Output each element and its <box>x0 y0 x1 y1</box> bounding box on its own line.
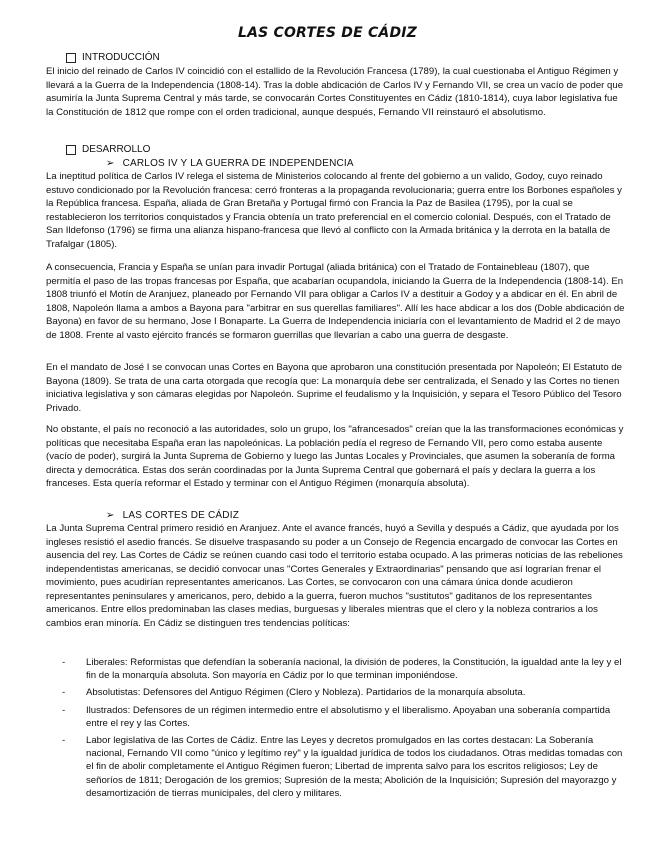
list-item: - Labor legislativa de las Cortes de Cádiz. Entre las Leyes y decretos promulgados en las cortes destacan: La Soberanía nacional, Fernando VII como "único y legítimo rey" y la igualdad jurídica de todos los ciudadanos. Otras medidas tomadas con el fin de abolir completamente el Antiguo Régimen fueron; Libertad de imprenta salvo para los escritos religiosos; Ley de señoríos de 1811; Derogación de los gremios; Supresión de la mesta; Abolición de la Inquisición; Supresión del mayorazgo y desamortización de tierras municipales, del clero y militares. <box>62 735 623 799</box>
list-item: - Ilustrados: Defensores de un régimen intermedio entre el absolutismo y el liberalismo. Apoyaban una soberanía compartida entre el rey y las Cortes. <box>62 704 611 729</box>
paragraph-carlos-iv-3: En el mandato de José I se convocan unas Cortes en Bayona que aprobaron una constitución presentada por Napoleón; El Estatuto de Bayona (1809). Se trata de una carta otorgada que recogía que: La monarquía debe ser centralizada, el Senado y las Cortes no tienen iniciativa legislativa y son cámaras elegidas por Napoleón. Suprime el feudalismo y la Inquisición, y separa el Tesoro Público del Tesoro Privado. <box>46 362 623 414</box>
subsection-heading-carlos-iv <box>106 157 354 170</box>
list-item: - Absolutistas: Defensores del Antiguo Régimen (Clero y Nobleza). Partidarios de la monarquía absoluta. <box>62 687 526 699</box>
arrow-right-icon: ➢ <box>106 158 115 169</box>
section-heading-desarrollo <box>66 143 150 156</box>
subsection-heading-label: LAS CORTES DE CÁDIZ <box>122 510 240 521</box>
political-tendencies-list <box>62 656 628 804</box>
paragraph-cortes-cadiz-1: La Junta Suprema Central primero residió en Aranjuez. Ante el avance francés, huyó a Sevilla y después a Cádiz, que ayudada por los ingleses resistió el asedio francés. Se disuelve traspasando su poder a un Consejo de Regencia encargado de convocar las Cortes en ausencia del rey. Las Cortes de Cádiz se reúnen cuando casi todo el territorio estaba ocupado. A las primeras noticias de las rebeliones independentistas americanas, se decidió convocar unas "Cortes Generales y Extraordinarias" pensando que así lograrían frenar el movimiento, pues acudirían representantes americanos. Las Cortes, se convocaron con una cámara única donde acudieron representantes peninsulares y americanos, pero, debido a la guerra, fueron muchos "sustitutos" gaditanos de los representantes americanos. Entre ellos predominaban las clases medias, burguesas y liberales mientras que el clero y la nobleza contrarios a los cambios eran minoría. En Cádiz se distinguen tres tendencias políticas: <box>46 523 623 629</box>
intro-paragraph: El inicio del reinado de Carlos IV coincidió con el estallido de la Revolución Francesa (1789), la cual cuestionaba el Antiguo Régimen y llevará a la Guerra de la Independencia (1808-14). Tras la doble abdicación de Carlos IV y Fernando VII, se crea un vacío de poder que asumiría la Junta Suprema Central y más tarde, se convocarán Cortes Constituyentes en Cádiz (1810-1814), cuya labor legislativa fue la Constitución de 1812 que rompe con el orden tradicional, aunque después, Fernando VII reinstauró el absolutismo. <box>46 66 624 118</box>
paragraph-carlos-iv-2: A consecuencia, Francia y España se unían para invadir Portugal (aliada británica) con el Tratado de Fontainebleau (1807), que permitía el paso de las tropas francesas por España, que acabarían ocupandola, iniciando la Guerra de la Independencia (1808-14). En 1808 triunfó el Motín de Aranjuez, planeado por Fernando VII para obligar a Carlos IV a destituir a Godoy y a abdicar en él. En abril de 1808, Napoleón llama a ambos a Bayona para "arbitrar en sus querellas familiares". Allí les hace abdicar a los dos (Doble abdicación de Bayona) en favor de su hermano, Jose I Bonaparte. La Guerra de Independencia iniciaría con el levantamiento de Madrid el 2 de mayo de 1808. Frente al vasto ejército francés se formaron guerrillas que llevarían a cabo una guerra de desgaste. <box>46 262 625 341</box>
page-title: LAS CORTES DE CÁDIZ <box>237 25 418 41</box>
section-heading-label: DESARROLLO <box>82 144 151 155</box>
checkbox-icon <box>66 53 76 63</box>
list-item: - Liberales: Reformistas que defendían la soberanía nacional, la división de poderes, la Constitución, la igualdad ante la ley y el fin de la monarquía absoluta. Son mayoría en Cádiz por lo que terminan imponiéndose. <box>62 657 622 682</box>
section-heading-introduccion <box>66 51 160 64</box>
arrow-right-icon: ➢ <box>106 510 115 521</box>
paragraph-carlos-iv-1: La ineptitud política de Carlos IV relega el sistema de Ministerios colocando al frente del gobierno a un valido, Godoy, cuyo reinado estuvo condicionado por la Revolución francesa: cerró fronteras a la propaganda revolucionaria; guerra entre los Borbones españoles y la República francesa. España, aliada de Gran Bretaña y Portugal firmó con Francia la Paz de Basilea (1795), por la cual se restablecieron los territorios conquistados y Francia obtenía un trato preferencial en el comercio colonial. Después, con el Tratado de San Ildefonso (1796) se firma una alianza hispano-francesa que llevó al conflicto con la Armada británica y la derrota en la batalla de Trafalgar (1805). <box>46 171 622 250</box>
paragraph-carlos-iv-4: No obstante, el país no reconoció a las autoridades, solo un grupo, los "afrancesados" creían que la las transformaciones económicas y políticas que necesitaba España eran las napoleónicas. La población pedía el regreso de Fernando VII, pero como estaba ausente (vacío de poder), surgirá la Junta Suprema de Gobierno y luego las Juntas Locales y Provinciales, que asumen la soberanía de forma directa y democrática. Estas dos serán coordinadas por la Junta Suprema Central que gobernará el país y declara la guerra a los franceses. Esta quería reformar el Estado y terminar con el Antiguo Régimen (monarquía absoluta). <box>46 424 624 489</box>
subsection-heading-cortes-cadiz <box>106 509 239 522</box>
checkbox-icon <box>66 145 76 155</box>
section-heading-label: INTRODUCCIÓN <box>82 52 160 63</box>
subsection-heading-label: CARLOS IV Y LA GUERRA DE INDEPENDENCIA <box>122 158 354 169</box>
